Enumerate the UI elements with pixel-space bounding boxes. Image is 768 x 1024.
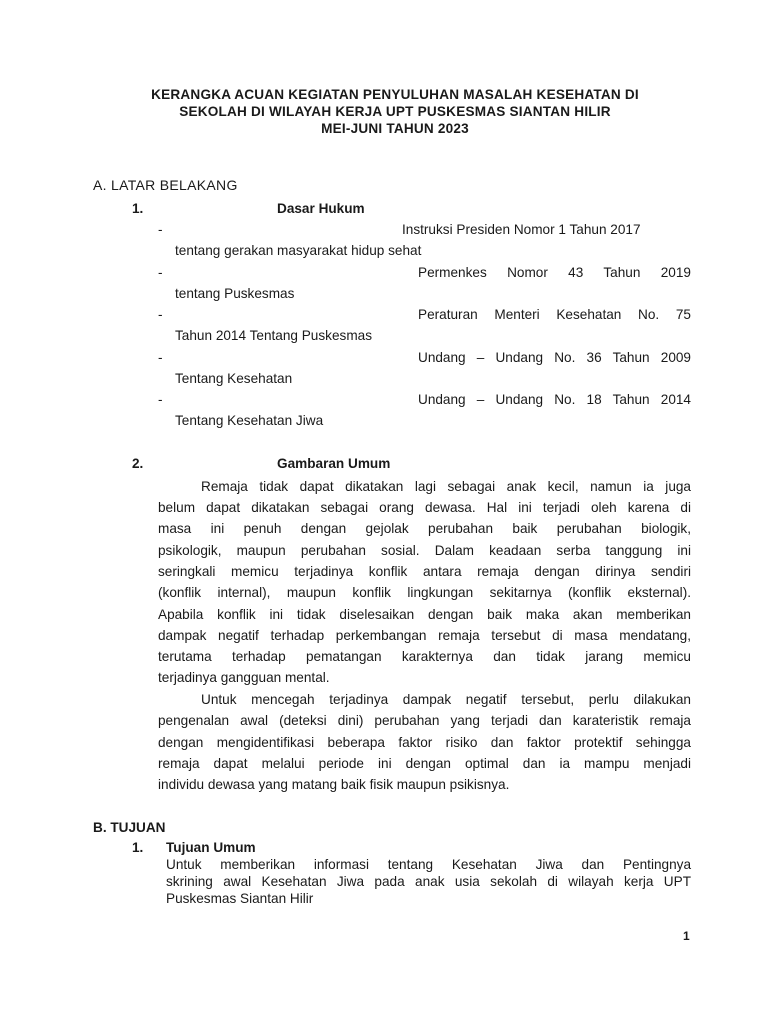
paragraph-line: individu dewasa yang matang baik fisik maupun psikisnya. — [158, 777, 510, 792]
law-dash: - — [158, 307, 163, 322]
section-a-heading: A. LATAR BELAKANG — [93, 177, 238, 193]
item-b1-number: 1. — [132, 840, 144, 855]
paragraph-line: seringkali memicu terjadinya konflik antara remaja dengan dirinya sendiri — [158, 564, 691, 579]
law-title: Undang – Undang No. 18 Tahun 2014 — [418, 392, 691, 407]
law-dash: - — [158, 392, 163, 407]
document-title-line-2: SEKOLAH DI WILAYAH KERJA UPT PUSKESMAS SIANTAN HILIR — [179, 104, 611, 119]
law-subject: Tentang Kesehatan — [175, 371, 293, 386]
paragraph-line: Untuk mencegah terjadinya dampak negatif tersebut, perlu dilakukan — [201, 692, 691, 707]
law-subject: tentang gerakan masyarakat hidup sehat — [175, 243, 422, 258]
law-subject: tentang Puskesmas — [175, 286, 295, 301]
law-subject: Tentang Kesehatan Jiwa — [175, 413, 324, 428]
paragraph-line: terjadinya gangguan mental. — [158, 670, 330, 685]
law-dash: - — [158, 265, 163, 280]
paragraph-line: pengenalan awal (deteksi dini) perubahan yang terjadi dan karateristik remaja — [158, 713, 691, 728]
paragraph-line: Puskesmas Siantan Hilir — [166, 891, 314, 906]
item-a1-title: Dasar Hukum — [277, 201, 365, 216]
paragraph-line: Untuk memberikan informasi tentang Kesehatan Jiwa dan Pentingnya — [166, 857, 691, 872]
page-number: 1 — [683, 929, 690, 943]
paragraph-line: Remaja tidak dapat dikatakan lagi sebagai anak kecil, namun ia juga — [201, 479, 691, 494]
law-title: Peraturan Menteri Kesehatan No. 75 — [418, 307, 691, 322]
paragraph-line: terutama terhadap pematangan karakternya dan tidak jarang memicu — [158, 649, 691, 664]
law-dash: - — [158, 350, 163, 365]
document-title-line-1: KERANGKA ACUAN KEGIATAN PENYULUHAN MASALAH KESEHATAN DI — [151, 87, 639, 102]
paragraph-line: skrining awal Kesehatan Jiwa pada anak usia sekolah di wilayah kerja UPT — [166, 874, 691, 889]
item-b1-title: Tujuan Umum — [166, 840, 256, 855]
paragraph-line: belum dapat dikatakan sebagai orang dewasa. Hal ini terjadi oleh karena di — [158, 500, 691, 515]
item-a1-number: 1. — [132, 201, 144, 216]
paragraph-line: psikologik, maupun perubahan sosial. Dalam keadaan serba tanggung ini — [158, 543, 691, 558]
law-title: Undang – Undang No. 36 Tahun 2009 — [418, 350, 691, 365]
law-subject: Tahun 2014 Tentang Puskesmas — [175, 328, 372, 343]
paragraph-line: Apabila konflik ini tidak diselesaikan dengan baik maka akan memberikan — [158, 607, 691, 622]
item-a2-title: Gambaran Umum — [277, 456, 391, 471]
paragraph-line: dengan mengidentifikasi beberapa faktor risiko dan faktor protektif sehingga — [158, 735, 691, 750]
law-title: Instruksi Presiden Nomor 1 Tahun 2017 — [402, 222, 641, 237]
item-a2-number: 2. — [132, 456, 144, 471]
document-title-line-3: MEI-JUNI TAHUN 2023 — [321, 121, 469, 136]
paragraph-line: masa ini penuh dengan gejolak perubahan baik perubahan biologik, — [158, 521, 691, 536]
paragraph-line: (konflik internal), maupun konflik lingkungan sekitarnya (konflik eksternal). — [158, 585, 691, 600]
paragraph-line: remaja dapat melalui periode ini dengan optimal dan ia mampu menjadi — [158, 756, 691, 771]
law-title: Permenkes Nomor 43 Tahun 2019 — [418, 265, 691, 280]
section-b-heading: B. TUJUAN — [93, 820, 166, 835]
paragraph-line: dampak negatif terhadap perkembangan remaja tersebut di masa mendatang, — [158, 628, 691, 643]
law-dash: - — [158, 222, 163, 237]
